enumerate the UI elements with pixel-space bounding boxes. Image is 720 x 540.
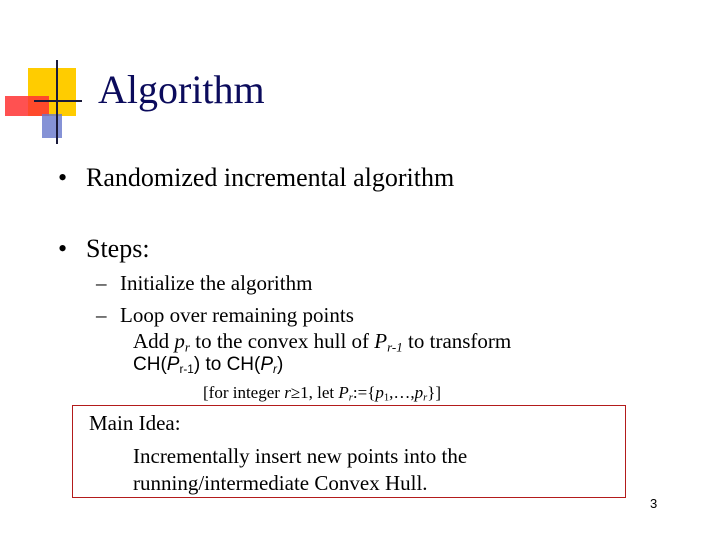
note-open: [for integer [203,383,285,402]
ge-symbol: ≥ [290,383,301,402]
step-marker: – [96,271,107,295]
var-P: P [338,383,349,402]
slide-title: Algorithm [98,67,265,112]
var-p: p [375,383,384,402]
ch-open: CH( [133,354,167,375]
bullet-text: Steps: [86,234,150,263]
note-one: 1, let [300,383,339,402]
add-tail-text: to transform [402,329,512,353]
note-line [203,383,442,404]
var-p: p [414,383,424,402]
sub-r: r [273,362,277,376]
sub-r: r [348,392,353,404]
main-idea-heading: Main Idea: [89,411,181,435]
add-word: Add [133,329,175,353]
sub-r: r [423,392,428,404]
sub-r-minus-1: r-1 [179,362,194,376]
main-idea-line-1: Incrementally insert new points into the [133,444,468,468]
sub-r-minus-1: r-1 [387,339,403,355]
decor-vertical-line [56,60,58,144]
var-P: P [260,354,274,375]
bullet-randomized [58,165,454,191]
var-r: r [284,383,291,402]
main-idea-line-2: running/intermediate Convex Hull. [133,471,428,495]
bullet-marker: • [58,163,68,192]
page-number: 3 [650,496,658,511]
note-ellipsis: ,…, [389,383,415,402]
step-ch-line [133,355,283,374]
note-assign: :={ [352,383,376,402]
decor-horizontal-line [34,100,82,102]
note-close: }] [427,383,442,402]
add-mid-text: to the convex hull of [190,329,375,353]
sub-r: r [184,339,190,355]
bullet-marker: • [58,234,68,263]
ch-close: ) [276,354,284,375]
step-text: Initialize the algorithm [120,271,313,295]
step-add-line [133,329,512,355]
var-p: p [174,329,185,353]
decor-blue-square [42,114,62,138]
bullet-steps [58,236,150,262]
decor-red-square [5,96,49,116]
ch-to: ) to CH( [193,354,261,375]
step-marker: – [96,303,107,327]
sub-one: 1 [383,392,390,404]
var-P: P [374,329,388,353]
step-text: Loop over remaining points [120,303,354,327]
bullet-text: Randomized incremental algorithm [86,163,455,192]
step-loop [96,305,354,326]
var-P: P [166,354,180,375]
step-initialize [96,273,312,294]
